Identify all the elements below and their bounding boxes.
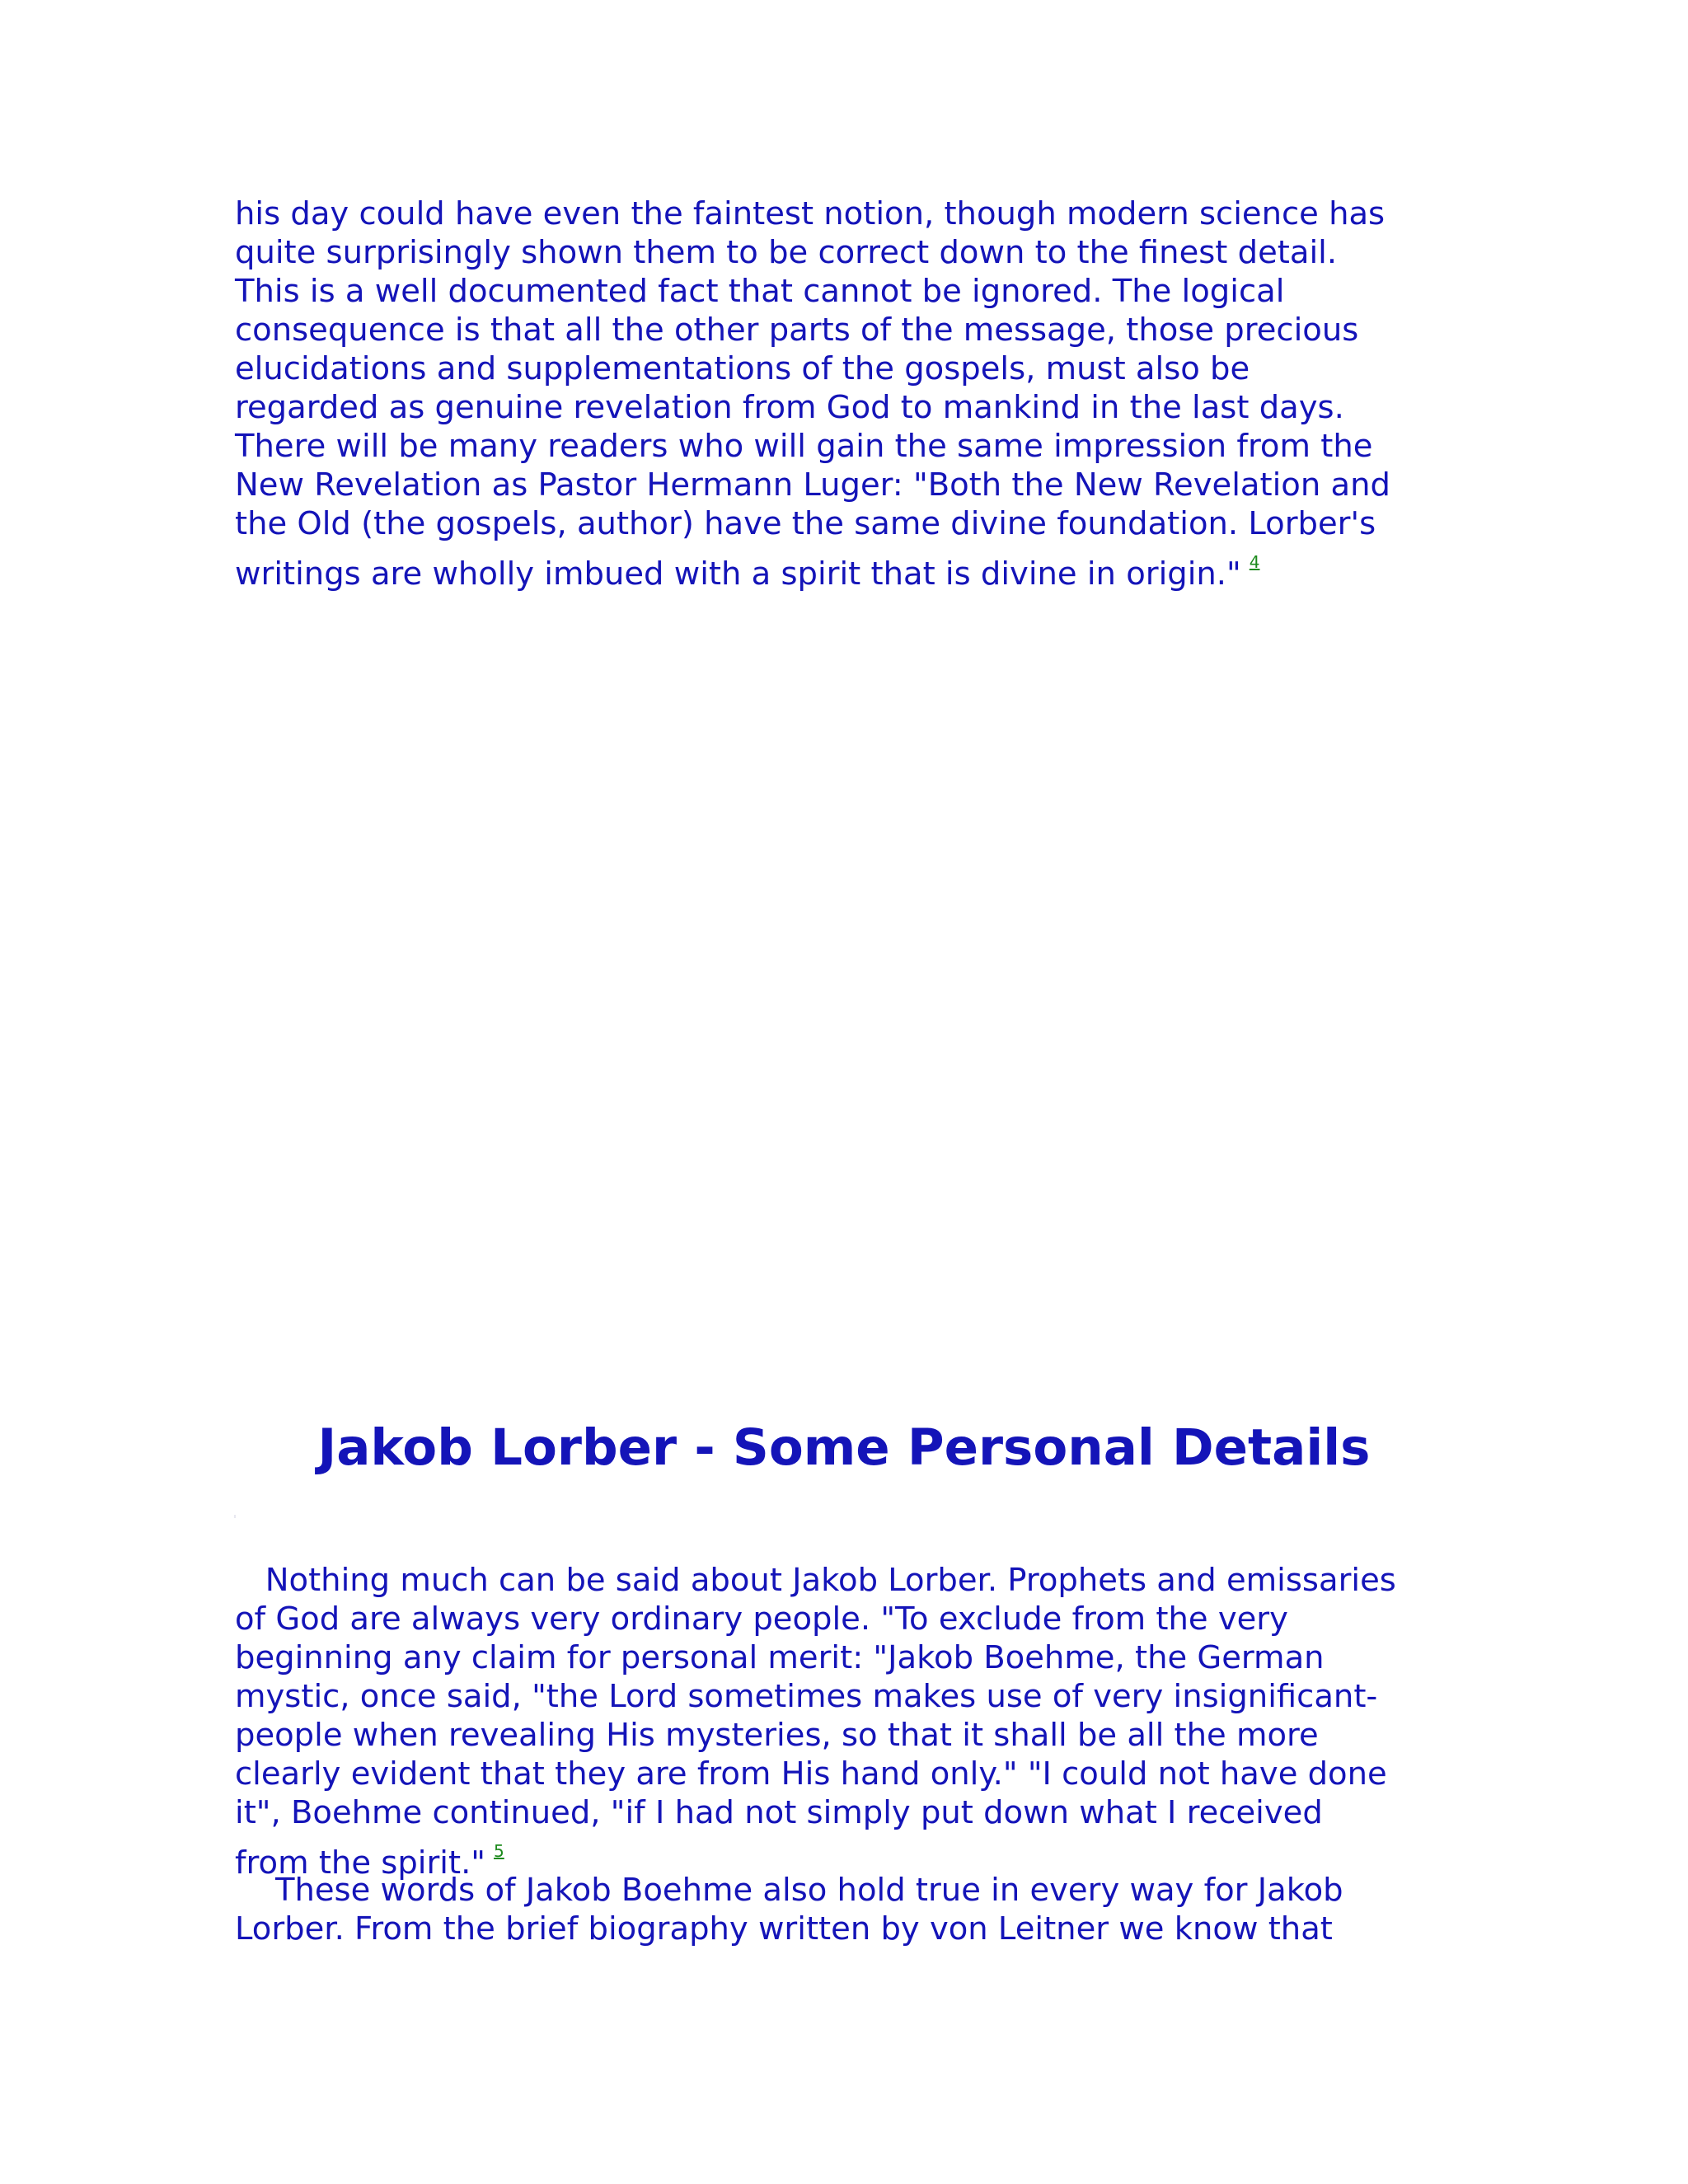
divider-mark (234, 1515, 236, 1518)
text-line-content: from the spirit." (235, 1844, 486, 1882)
text-line-content: writings are wholly imbued with a spirit that is divine in origin." (235, 555, 1241, 593)
text-line: quite surprisingly shown them to be correct down to the finest detail. (235, 234, 1338, 271)
text-line: New Revelation as Pastor Hermann Luger: "Both the New Revelation and (235, 466, 1390, 504)
text-line: There will be many readers who will gain the same impression from the (235, 428, 1373, 465)
text-line: his day could have even the faintest notion, though modern science has (235, 195, 1386, 232)
text-line: consequence is that all the other parts of the message, those precious (235, 312, 1359, 349)
text-line: of God are always very ordinary people. "To exclude from the very (235, 1601, 1288, 1638)
text-line: mystic, once said, "the Lord sometimes makes use of very insignificant- (235, 1678, 1378, 1715)
text-line: These words of Jakob Boehme also hold true in every way for Jakob (235, 1872, 1343, 1909)
text-line: This is a well documented fact that cannot be ignored. The logical (235, 273, 1285, 310)
section-heading: Jakob Lorber - Some Personal Details (317, 1418, 1371, 1477)
text-line: clearly evident that they are from His hand only." "I could not have done (235, 1755, 1387, 1793)
text-line: regarded as genuine revelation from God to mankind in the last days. (235, 389, 1344, 426)
text-line: it", Boehme continued, "if I had not simply put down what I received (235, 1794, 1323, 1831)
text-line: Nothing much can be said about Jakob Lorber. Prophets and emissaries (235, 1562, 1396, 1599)
text-line: the Old (the gospels, author) have the same divine foundation. Lorber's (235, 505, 1376, 542)
footnote-link-5[interactable]: 5 (494, 1841, 504, 1861)
text-line: people when revealing His mysteries, so that it shall be all the more (235, 1717, 1319, 1754)
text-line: elucidations and supplementations of the gospels, must also be (235, 350, 1250, 387)
footnote-link-4[interactable]: 4 (1249, 552, 1260, 572)
text-line-with-footnote (235, 543, 1260, 593)
text-line: beginning any claim for personal merit: "Jakob Boehme, the German (235, 1639, 1325, 1676)
text-line: Lorber. From the brief biography written by von Leitner we know that (235, 1910, 1333, 1947)
